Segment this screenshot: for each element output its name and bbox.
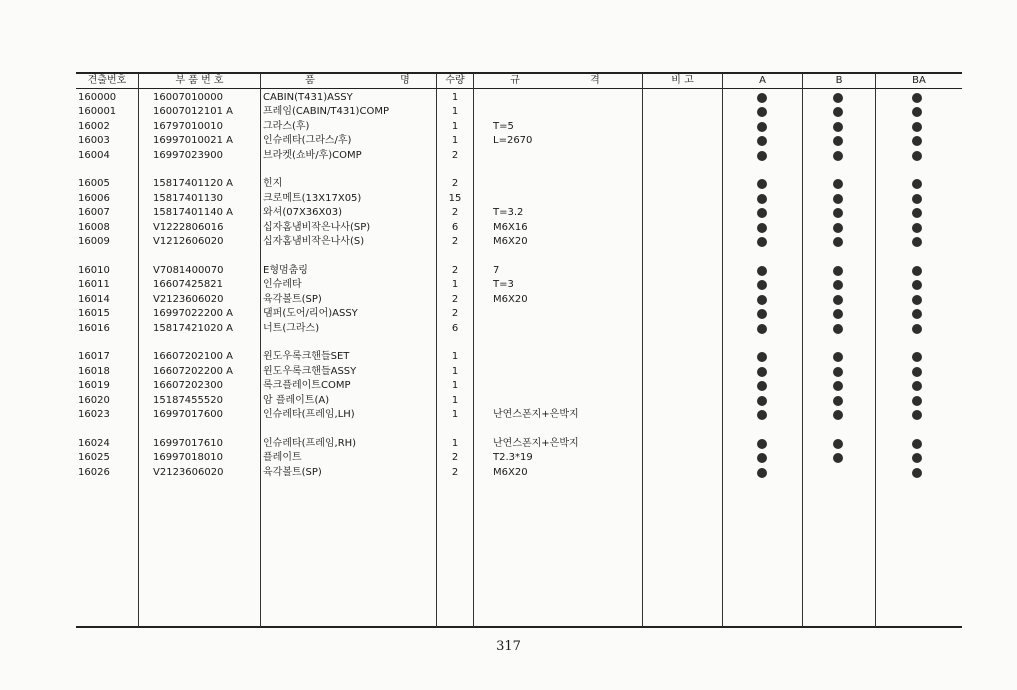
applies-ba-dot: [912, 381, 922, 391]
row-code: 16005: [78, 178, 110, 189]
applies-b-dot: [833, 352, 843, 362]
applies-b-dot: [833, 151, 843, 161]
row-quantity: 15: [448, 193, 462, 204]
applies-b-dot: [833, 367, 843, 377]
row-code: 16017: [78, 351, 110, 362]
applies-a-dot: [757, 309, 767, 319]
applies-a-dot: [757, 237, 767, 247]
applies-a-dot: [757, 295, 767, 305]
row-part-number: V2123606020: [153, 294, 224, 305]
row-part-number: 16997018010: [153, 452, 223, 463]
applies-b-dot: [833, 309, 843, 319]
applies-b-dot: [833, 136, 843, 146]
row-quantity: 2: [451, 308, 459, 319]
row-part-number: V2123606020: [153, 467, 224, 478]
row-part-number: 16007010000: [153, 92, 223, 103]
page-number: 317: [496, 639, 521, 654]
row-code: 16026: [78, 467, 110, 478]
table-row: [0, 235, 1017, 249]
row-part-name: 인슈레타: [263, 279, 302, 290]
row-part-name: 크로메트(13X17X05): [263, 193, 362, 204]
applies-a-dot: [757, 324, 767, 334]
row-part-number: V1212606020: [153, 236, 224, 247]
applies-ba-dot: [912, 237, 922, 247]
row-part-number: 16997010021 A: [153, 135, 234, 146]
row-spec: T=5: [493, 121, 514, 132]
table-row: [0, 307, 1017, 321]
applies-ba-dot: [912, 367, 922, 377]
row-part-number: V7081400070: [153, 265, 224, 276]
row-spec: T2.3*19: [493, 452, 533, 463]
applies-b-dot: [833, 122, 843, 132]
applies-ba-dot: [912, 280, 922, 290]
row-part-number: 15817401120 A: [153, 178, 234, 189]
applies-ba-dot: [912, 439, 922, 449]
row-part-number: 15817421020 A: [153, 323, 234, 334]
row-quantity: 1: [451, 380, 459, 391]
applies-ba-dot: [912, 396, 922, 406]
row-spec: 난연스폰지+은박지: [493, 438, 579, 449]
applies-ba-dot: [912, 136, 922, 146]
applies-ba-dot: [912, 223, 922, 233]
applies-ba-dot: [912, 410, 922, 420]
header-bottom-rule: [76, 88, 962, 89]
row-part-name: 브라켓(쇼바/후)COMP: [263, 150, 362, 161]
applies-ba-dot: [912, 194, 922, 204]
applies-a-dot: [757, 396, 767, 406]
applies-ba-dot: [912, 107, 922, 117]
row-code: 16009: [78, 236, 110, 247]
row-code: 16019: [78, 380, 110, 391]
row-part-number: 16007012101 A: [153, 106, 234, 117]
applies-b-dot: [833, 107, 843, 117]
row-part-name: 인슈레타(프레임,LH): [263, 409, 355, 420]
row-part-name: 댐퍼(도어/리어)ASSY: [263, 308, 358, 319]
applies-a-dot: [757, 93, 767, 103]
applies-ba-dot: [912, 352, 922, 362]
table-row: [0, 437, 1017, 451]
row-quantity: 6: [451, 222, 459, 233]
applies-a-dot: [757, 453, 767, 463]
table-row: [0, 91, 1017, 105]
applies-a-dot: [757, 439, 767, 449]
row-code: 16025: [78, 452, 110, 463]
row-part-number: 15187455520: [153, 395, 223, 406]
row-quantity: 6: [451, 323, 459, 334]
row-quantity: 1: [451, 409, 459, 420]
applies-a-dot: [757, 367, 767, 377]
row-quantity: 1: [451, 106, 459, 117]
row-quantity: 1: [451, 279, 459, 290]
header-col-b: B: [835, 75, 843, 86]
applies-a-dot: [757, 208, 767, 218]
row-part-number: 16607202100 A: [153, 351, 234, 362]
row-spec: M6X20: [493, 294, 528, 305]
table-bottom-rule: [76, 626, 962, 628]
row-part-number: 16607425821: [153, 279, 223, 290]
row-part-number: 16607202200 A: [153, 366, 234, 377]
applies-a-dot: [757, 352, 767, 362]
applies-b-dot: [833, 381, 843, 391]
row-code: 16024: [78, 438, 110, 449]
table-row: [0, 134, 1017, 148]
row-part-name: 인슈레타(프레임,RH): [263, 438, 357, 449]
applies-a-dot: [757, 122, 767, 132]
applies-a-dot: [757, 136, 767, 146]
table-row: [0, 293, 1017, 307]
row-part-name: 록크플레이트COMP: [263, 380, 351, 391]
table-row: [0, 264, 1017, 278]
header-spec-left: 규: [510, 75, 520, 86]
applies-b-dot: [833, 179, 843, 189]
row-part-name: 프레임(CABIN/T431)COMP: [263, 106, 389, 117]
applies-ba-dot: [912, 468, 922, 478]
table-row: [0, 379, 1017, 393]
applies-b-dot: [833, 453, 843, 463]
table-row: [0, 408, 1017, 422]
applies-a-dot: [757, 410, 767, 420]
table-row: [0, 365, 1017, 379]
header-name-left: 품: [305, 75, 315, 86]
row-code: 16004: [78, 150, 110, 161]
applies-a-dot: [757, 223, 767, 233]
row-part-name: E형멈춤링: [263, 265, 308, 276]
row-part-number: 15817401130: [153, 193, 223, 204]
row-quantity: 2: [451, 236, 459, 247]
row-code: 16015: [78, 308, 110, 319]
row-spec: 난연스폰지+은박지: [493, 409, 579, 420]
table-row: [0, 206, 1017, 220]
applies-b-dot: [833, 237, 843, 247]
applies-a-dot: [757, 194, 767, 204]
applies-ba-dot: [912, 93, 922, 103]
applies-b-dot: [833, 266, 843, 276]
applies-b-dot: [833, 324, 843, 334]
row-code: 16018: [78, 366, 110, 377]
table-row: [0, 221, 1017, 235]
header-col-ba: BA: [912, 75, 926, 86]
row-part-number: 15817401140 A: [153, 207, 234, 218]
row-code: 160000: [78, 92, 117, 103]
applies-ba-dot: [912, 179, 922, 189]
header-col-a: A: [759, 75, 766, 86]
applies-b-dot: [833, 194, 843, 204]
table-row: [0, 451, 1017, 465]
row-code: 16014: [78, 294, 110, 305]
row-part-name: 십자홈냄비작은나사(SP): [263, 222, 371, 233]
row-quantity: 2: [451, 467, 459, 478]
row-part-number: 16997017610: [153, 438, 223, 449]
table-row: [0, 149, 1017, 163]
row-quantity: 1: [451, 92, 459, 103]
table-row: [0, 177, 1017, 191]
row-part-number: V1222806016: [153, 222, 224, 233]
row-quantity: 1: [451, 366, 459, 377]
row-quantity: 2: [451, 294, 459, 305]
row-part-number: 16997023900: [153, 150, 223, 161]
row-part-name: 육각볼트(SP): [263, 294, 322, 305]
applies-b-dot: [833, 280, 843, 290]
row-part-number: 16997022200 A: [153, 308, 234, 319]
row-part-name: CABIN(T431)ASSY: [263, 92, 353, 103]
applies-ba-dot: [912, 122, 922, 132]
table-row: [0, 278, 1017, 292]
row-spec: T=3.2: [493, 207, 524, 218]
header-name-right: 명: [400, 75, 410, 86]
applies-a-dot: [757, 280, 767, 290]
row-code: 16023: [78, 409, 110, 420]
row-part-name: 와셔(07X36X03): [263, 207, 342, 218]
row-code: 16020: [78, 395, 110, 406]
table-row: [0, 350, 1017, 364]
row-part-name: 힌지: [263, 178, 283, 189]
header-code: 견출번호: [87, 75, 127, 86]
table-row: [0, 322, 1017, 336]
applies-ba-dot: [912, 324, 922, 334]
row-quantity: 1: [451, 351, 459, 362]
row-part-name: 플레이트: [263, 452, 302, 463]
row-spec: M6X20: [493, 467, 528, 478]
applies-a-dot: [757, 151, 767, 161]
row-quantity: 1: [451, 135, 459, 146]
applies-b-dot: [833, 410, 843, 420]
row-part-name: 암 플레이트(A): [263, 395, 330, 406]
row-spec: 7: [493, 265, 500, 276]
row-quantity: 2: [451, 207, 459, 218]
table-row: [0, 120, 1017, 134]
applies-ba-dot: [912, 266, 922, 276]
table-row: [0, 192, 1017, 206]
applies-b-dot: [833, 208, 843, 218]
header-part-no: 부 품 번 호: [175, 75, 224, 86]
row-code: 16016: [78, 323, 110, 334]
row-spec: M6X16: [493, 222, 528, 233]
row-part-name: 인슈레타(그라스/후): [263, 135, 352, 146]
header-qty: 수량: [445, 75, 465, 86]
table-row: [0, 394, 1017, 408]
row-spec: L=2670: [493, 135, 533, 146]
applies-ba-dot: [912, 295, 922, 305]
applies-a-dot: [757, 468, 767, 478]
header-top-rule: [76, 72, 962, 74]
header-spec-right: 격: [590, 75, 600, 86]
row-code: 16006: [78, 193, 110, 204]
row-quantity: 2: [451, 178, 459, 189]
row-code: 16003: [78, 135, 110, 146]
row-part-name: 그라스(후): [263, 121, 310, 132]
table-row: [0, 466, 1017, 480]
row-quantity: 2: [451, 452, 459, 463]
applies-ba-dot: [912, 453, 922, 463]
row-part-name: 윈도우록크핸들SET: [263, 351, 350, 362]
row-quantity: 2: [451, 150, 459, 161]
applies-b-dot: [833, 93, 843, 103]
row-code: 16011: [78, 279, 110, 290]
row-quantity: 1: [451, 438, 459, 449]
applies-ba-dot: [912, 309, 922, 319]
applies-b-dot: [833, 439, 843, 449]
applies-ba-dot: [912, 208, 922, 218]
row-quantity: 2: [451, 265, 459, 276]
applies-b-dot: [833, 223, 843, 233]
applies-b-dot: [833, 295, 843, 305]
row-code: 160001: [78, 106, 117, 117]
row-code: 16002: [78, 121, 110, 132]
row-part-number: 16607202300: [153, 380, 223, 391]
row-code: 16007: [78, 207, 110, 218]
applies-a-dot: [757, 179, 767, 189]
row-quantity: 1: [451, 121, 459, 132]
header-remark: 비 고: [671, 75, 694, 86]
row-part-name: 육각볼트(SP): [263, 467, 322, 478]
applies-ba-dot: [912, 151, 922, 161]
row-part-name: 십자홈냄비작은나사(S): [263, 236, 365, 247]
row-spec: M6X20: [493, 236, 528, 247]
row-spec: T=3: [493, 279, 514, 290]
row-code: 16008: [78, 222, 110, 233]
applies-b-dot: [833, 396, 843, 406]
row-code: 16010: [78, 265, 110, 276]
applies-a-dot: [757, 107, 767, 117]
row-part-name: 윈도우록크핸들ASSY: [263, 366, 357, 377]
applies-a-dot: [757, 266, 767, 276]
row-quantity: 1: [451, 395, 459, 406]
row-part-number: 16997017600: [153, 409, 223, 420]
row-part-number: 16797010010: [153, 121, 223, 132]
applies-a-dot: [757, 381, 767, 391]
row-part-name: 너트(그라스): [263, 323, 320, 334]
table-row: [0, 105, 1017, 119]
